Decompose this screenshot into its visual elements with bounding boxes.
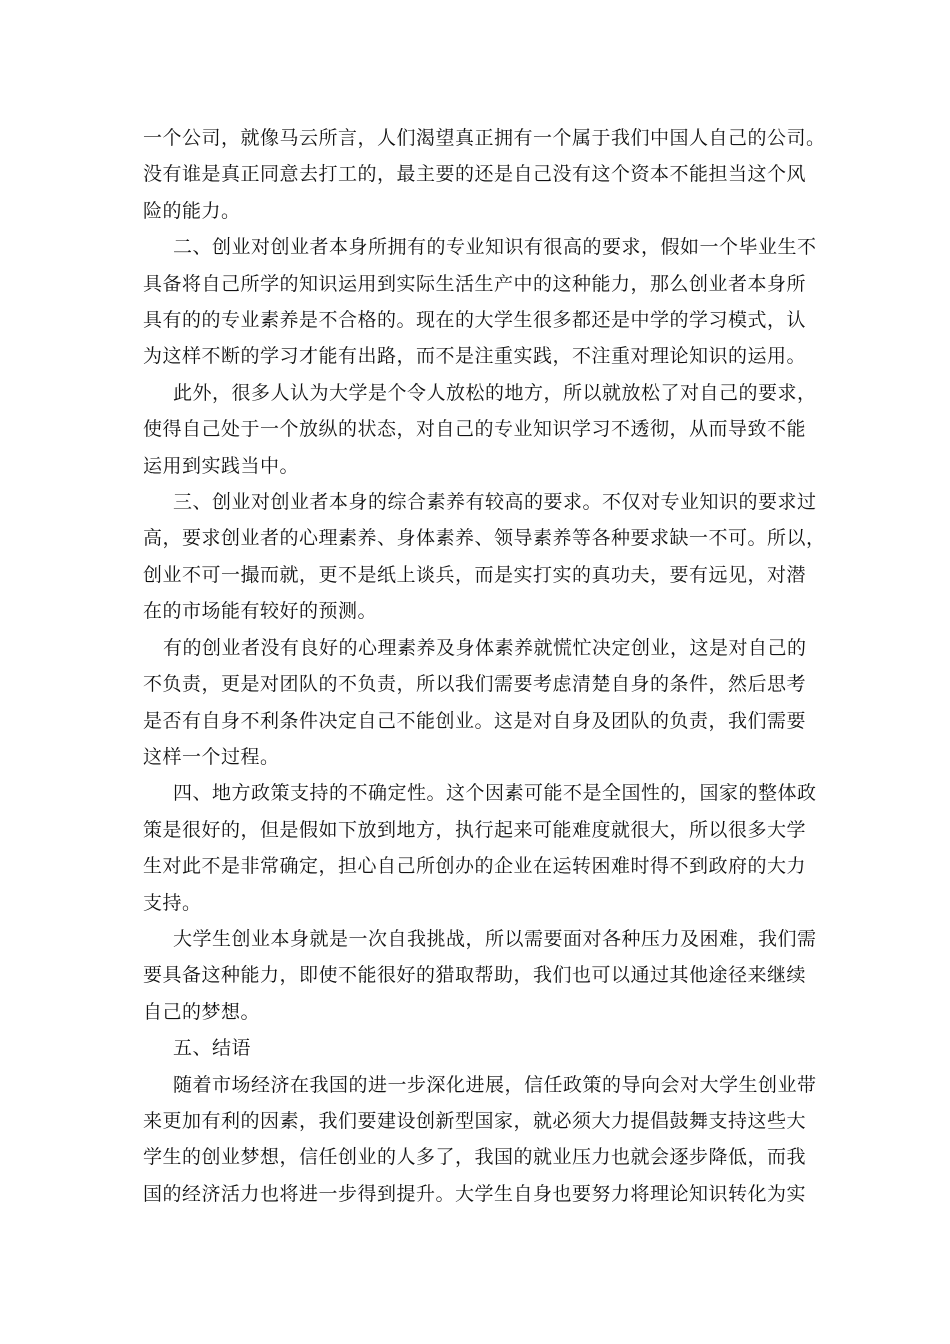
text-line: 策是很好的，但是假如下放到地方，执行起来可能难度就很大，所以很多大学 bbox=[143, 818, 807, 841]
text-line: 使得自己处于一个放纵的状态，对自己的专业知识学习不透彻，从而导致不能 bbox=[143, 418, 807, 441]
text-line: 创业不可一撮而就，更不是纸上谈兵，而是实打实的真功夫，要有远见，对潜 bbox=[143, 563, 807, 586]
text-line: 为这样不断的学习才能有出路，而不是注重实践，不注重对理论知识的运用。 bbox=[143, 345, 807, 368]
text-line: 没有谁是真正同意去打工的，最主要的还是自己没有这个资本不能担当这个风 bbox=[143, 163, 807, 186]
text-line: 有的创业者没有良好的心理素养及身体素养就慌忙决定创业，这是对自己的 bbox=[163, 636, 807, 659]
text-line: 要具备这种能力，即使不能很好的猎取帮助，我们也可以通过其他途径来继续 bbox=[143, 964, 807, 987]
text-line: 学生的创业梦想，信任创业的人多了，我国的就业压力也就会逐步降低，而我 bbox=[143, 1146, 807, 1169]
text-line: 这样一个过程。 bbox=[143, 745, 280, 768]
paragraph-continuation bbox=[143, 120, 826, 229]
section-heading-conclusion bbox=[143, 1030, 807, 1066]
paragraph-entrepreneurs bbox=[143, 630, 807, 776]
text-line: 在的市场能有较好的预测。 bbox=[143, 600, 378, 623]
text-line: 不负责，更是对团队的不负责，所以我们需要考虑清楚自身的条件，然后思考 bbox=[143, 673, 807, 696]
paragraph-besides bbox=[143, 375, 817, 484]
text-line: 支持。 bbox=[143, 891, 202, 914]
text-line: 生对此不是非常确定，担心自己所创办的企业在运转困难时得不到政府的大力 bbox=[143, 855, 807, 878]
text-line: 险的能力。 bbox=[143, 199, 241, 222]
text-line: 此外，很多人认为大学是个令人放松的地方，所以就放松了对自己的要求， bbox=[173, 381, 817, 404]
text-line: 二、创业对创业者本身所拥有的专业知识有很高的要求，假如一个毕业生不 bbox=[173, 236, 817, 259]
paragraph-self-challenge bbox=[143, 921, 817, 1030]
text-line: 具备将自己所学的知识运用到实际生活生产中的这种能力，那么创业者本身所 bbox=[143, 272, 807, 295]
text-line: 来更加有利的因素，我们要建设创新型国家，就必须大力提倡鼓舞支持这些大 bbox=[143, 1109, 807, 1132]
text-line: 高，要求创业者的心理素养、身体素养、领导素养等各种要求缺一不可。所以， bbox=[143, 527, 826, 550]
text-line: 一个公司，就像马云所言，人们渴望真正拥有一个属于我们中国人自己的公司。 bbox=[143, 127, 826, 149]
text-line: 国的经济活力也将进一步得到提升。大学生自身也要努力将理论知识转化为实 bbox=[143, 1182, 807, 1205]
document-body bbox=[143, 120, 826, 1212]
paragraph-conclusion bbox=[143, 1067, 817, 1213]
text-line: 是否有自身不利条件决定自己不能创业。这是对自身及团队的负责，我们需要 bbox=[143, 709, 807, 732]
text-line: 运用到实践当中。 bbox=[143, 454, 300, 477]
text-line: 具有的的专业素养是不合格的。现在的大学生很多都还是中学的学习模式，认 bbox=[143, 309, 807, 332]
text-line: 大学生创业本身就是一次自我挑战，所以需要面对各种压力及困难，我们需 bbox=[173, 927, 817, 950]
text-line: 随着市场经济在我国的进一步深化进展，信任政策的导向会对大学生创业带 bbox=[173, 1073, 817, 1096]
paragraph-section-three bbox=[143, 484, 826, 630]
text-line: 三、创业对创业者本身的综合素养有较高的要求。不仅对专业知识的要求过 bbox=[173, 491, 817, 514]
paragraph-section-two bbox=[143, 229, 817, 375]
paragraph-section-four bbox=[143, 775, 817, 921]
text-line: 四、地方政策支持的不确定性。这个因素可能不是全国性的，国家的整体政 bbox=[173, 782, 817, 805]
text-line: 自己的梦想。 bbox=[143, 1000, 261, 1023]
text-line: 五、结语 bbox=[173, 1037, 252, 1060]
